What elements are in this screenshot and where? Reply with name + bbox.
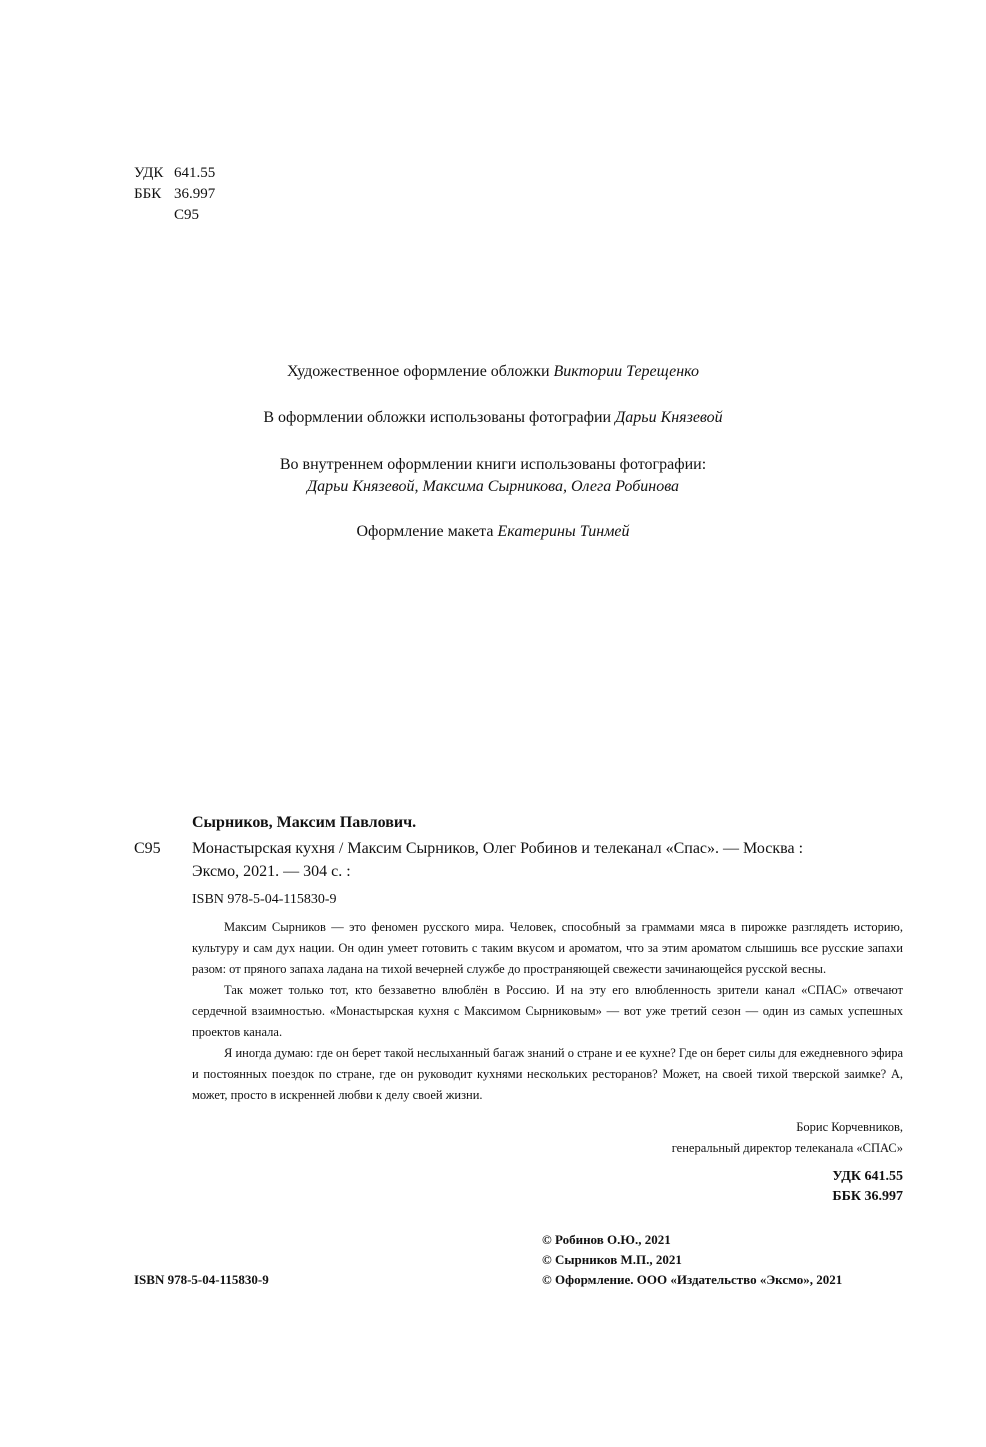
layout-credit: Оформление макета Екатерины Тинмей — [356, 523, 630, 540]
classification-block-top — [134, 163, 215, 226]
cover-designer-name: Виктории Терещенко — [553, 363, 700, 380]
cover-photographer-name: Дарьи Князевой — [615, 409, 723, 426]
classification-block-bottom — [832, 1167, 903, 1207]
bibliographic-description — [192, 837, 904, 883]
udk-bottom: УДК 641.55 — [832, 1169, 903, 1184]
annotation-paragraph-3: Я иногда думаю: где он берет такой неслыханный багаж знаний о стране и ее кухне? Где он берет силы для ежедневного эфира и постоянных поездок по стране, где он руководит кухнями нескольких ресторанов? Может, на своей тихой тверской заимке? А, может, просто в искренней любви к делу своей жизни. — [192, 1046, 903, 1102]
annotation — [192, 917, 903, 1106]
copyright-line-3: © Оформление. ООО «Издательство «Эксмо», 2021 — [542, 1272, 843, 1287]
bbk-label: ББК — [134, 186, 162, 202]
credits-block — [0, 361, 986, 383]
signature-name: Борис Корчевников, — [796, 1120, 903, 1134]
inner-photographer-names: Дарьи Князевой, Максима Сырникова, Олега Робинова — [306, 478, 680, 495]
description-line-2: Эксмо, 2021. — 304 с. : — [192, 863, 351, 880]
annotation-paragraph-1: Максим Сырников — это феномен русского мира. Человек, способный за граммами мяса в пирожке разглядеть историю, культуру и сам дух нации. Он один умеет готовить с таким вкусом и ароматом, что за этим ароматом слышишь все русские запахи разом: от пряного запаха ладана на тихой вечерней службе до пространяющей свежести зачинающейся русской весны. — [192, 920, 903, 976]
isbn-footer: ISBN 978-5-04-115830-9 — [134, 1272, 269, 1287]
description-line-1: Монастырская кухня / Максим Сырников, Олег Робинов и телеканал «Спас». — Москва : — [192, 840, 804, 857]
copyright-line-2: © Сырников М.П., 2021 — [542, 1252, 682, 1267]
annotation-paragraph-2: Так может только тот, кто беззаветно влюблён в Россию. И на эту его влюбленность зрители канал «СПАС» отвечают сердечной взаимностью. «Монастырская кухня с Максимом Сырниковым» — вот уже третий сезон — один из самых успешных проектов канала. — [192, 983, 903, 1039]
author-mark-biblio: С95 — [134, 840, 161, 857]
cover-photo-credit-block — [0, 407, 986, 429]
bbk-bottom: ББК 36.997 — [832, 1189, 903, 1204]
bbk-value: 36.997 — [174, 186, 216, 202]
inner-photo-credit-block — [0, 454, 986, 498]
layout-credit-block — [0, 521, 986, 543]
copyright-block — [542, 1230, 842, 1290]
author-heading: Сырников, Максим Павлович. — [192, 814, 417, 831]
copyright-line-1: © Робинов О.Ю., 2021 — [542, 1232, 671, 1247]
layout-designer-name: Екатерины Тинмей — [497, 523, 630, 540]
signature-title: генеральный директор телеканала «СПАС» — [671, 1141, 903, 1155]
udk-value: 641.55 — [174, 165, 216, 181]
annotation-signature — [672, 1117, 903, 1159]
author-mark: С95 — [174, 207, 200, 223]
udk-label: УДК — [134, 165, 164, 181]
inner-photo-credit: Во внутреннем оформлении книги использованы фотографии: — [279, 456, 707, 473]
cover-design-credit: Художественное оформление обложки Виктории Терещенко — [286, 363, 700, 380]
isbn-biblio: ISBN 978-5-04-115830-9 — [192, 892, 337, 907]
cover-photo-credit: В оформлении обложки использованы фотографии Дарьи Князевой — [263, 409, 723, 426]
